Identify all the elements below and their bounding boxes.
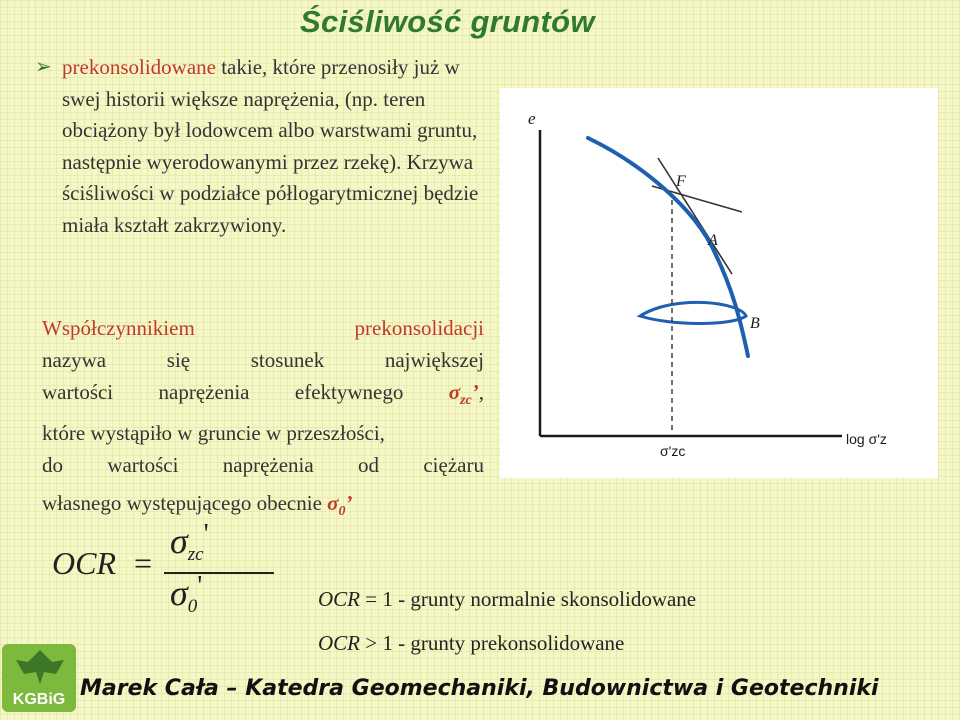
bullet-text (35, 52, 495, 241)
word: ciężaru (423, 453, 484, 478)
term-word-2: prekonsolidacji (354, 316, 484, 340)
preconsolidation-stress-label: σ'zc (660, 443, 686, 459)
point-f-label: F (676, 173, 686, 190)
x-axis-label: log σ'z (846, 431, 887, 447)
para-line-5 (42, 449, 484, 481)
slide-title: Ściśliwość gruntów (300, 4, 595, 39)
arrow-bullet-icon: ➢ (35, 56, 52, 78)
secant-line (658, 158, 732, 274)
para-line-4: które wystąpiło w gruncie w przeszłości, (42, 421, 385, 446)
para-line-1 (42, 312, 484, 344)
word: się (166, 348, 191, 372)
para-line-6-text: własnego występującego obecnie (42, 491, 328, 516)
word: nazywa (42, 348, 107, 372)
y-axis-label: e (528, 109, 536, 128)
formula-equals: = (134, 545, 153, 581)
bullet-body: takie, które przenosiły już w swej historii większe naprężenia, (np. teren obciążony był lodowcem albo warstwami gruntu, następnie wyerodowanymi przez rzekę). Krzywa ściśliwości w podziałce półlogarytmicznej będzie miała kształt zakrzywiony. (62, 55, 479, 237)
word: naprężenia (222, 453, 314, 478)
formula-lhs: OCR (52, 545, 116, 581)
word: największej (384, 348, 484, 372)
sigma-zc-symbol: $\sigma_{zc}$’, (448, 380, 484, 409)
ocr-formula (52, 520, 272, 620)
para-line-2 (42, 344, 484, 376)
eagle-logo-icon (0, 640, 80, 715)
logo-text: KGBiG (12, 691, 66, 708)
formula-numerator: $\sigma_{zc}'$ (170, 519, 209, 565)
word: wartości (107, 453, 179, 478)
footer-author: Marek Cała – Katedra Geomechaniki, Budownictwa i Geotechniki (80, 676, 879, 701)
word: wartości (42, 380, 114, 404)
para-line-3 (42, 376, 484, 417)
sigma-0-symbol: $\sigma_0$’ (327, 491, 353, 520)
bullet-paragraph (35, 52, 495, 241)
definition-overconsolidated: OCR > 1 - grunty prekonsolidowane (318, 631, 625, 655)
word: naprężenia (158, 380, 250, 404)
ocr-definition-paragraph (42, 312, 484, 528)
word: efektywnego (294, 380, 404, 404)
word: stosunek (250, 348, 325, 372)
kgbig-logo (0, 640, 80, 715)
unload-reload-loop (640, 302, 746, 323)
definition-normally-consolidated: OCR = 1 - grunty normalnie skonsolidowane (318, 587, 697, 611)
point-b-label: B (750, 315, 760, 332)
word: od (358, 453, 380, 478)
word: do (42, 453, 63, 478)
curve-diagram (500, 88, 938, 478)
compressibility-curve-figure (500, 88, 938, 478)
point-a-label: A (708, 232, 718, 249)
term-prekonsolidowane: prekonsolidowane (62, 55, 216, 79)
formula-denominator: $\sigma_0'$ (170, 571, 203, 617)
term-word-1: Współczynnikiem (42, 316, 195, 340)
